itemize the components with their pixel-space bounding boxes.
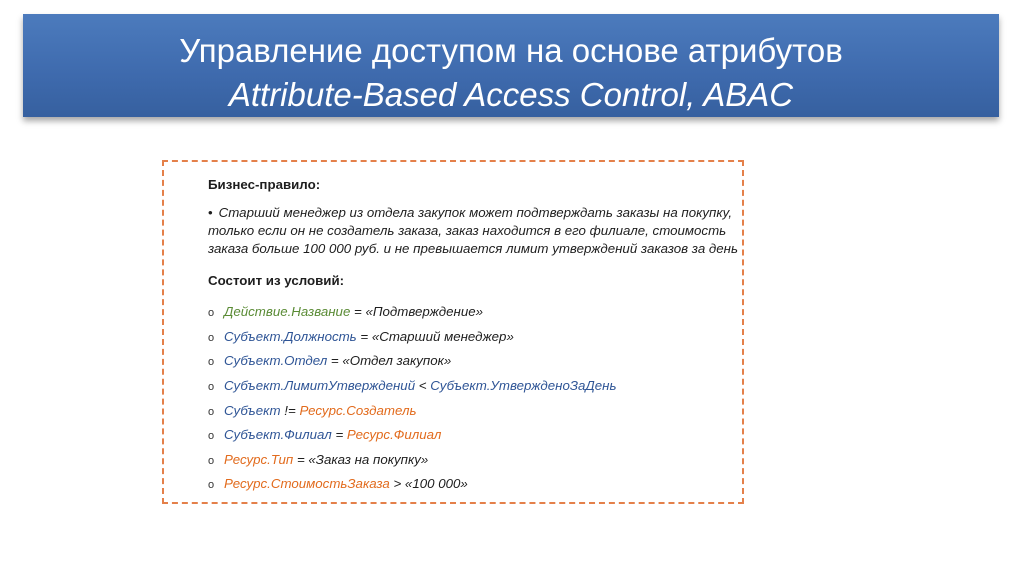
condition-item (208, 475, 738, 494)
condition-operator: = (293, 451, 309, 467)
business-rule-text (208, 204, 738, 258)
condition-left: Субъект.Филиал (224, 427, 332, 443)
condition-operator: = (356, 328, 372, 344)
title-line-en: Attribute-Based Access Control, ABAC (228, 76, 794, 113)
circle-bullet-icon: o (208, 405, 215, 418)
condition-operator: = (350, 304, 366, 320)
condition-operator: = (331, 427, 347, 443)
condition-left: Субъект (224, 402, 281, 418)
condition-item (208, 328, 738, 347)
condition-right: Ресурс.Филиал (346, 427, 442, 443)
condition-item (208, 402, 738, 421)
bullet-icon: • (208, 205, 213, 220)
circle-bullet-icon: o (208, 430, 215, 443)
condition-operator: = (327, 353, 343, 369)
business-rule-panel (162, 160, 744, 504)
condition-item (208, 377, 738, 396)
conditions-heading: Состоит из условий: (208, 273, 345, 288)
circle-bullet-icon: o (208, 454, 215, 467)
condition-right: «100 000» (404, 476, 468, 492)
condition-item (208, 303, 738, 322)
business-rule-heading: Бизнес-правило: (208, 177, 321, 192)
conditions-list (208, 303, 738, 494)
title-banner (23, 14, 999, 117)
condition-right: «Отдел закупок» (342, 353, 452, 369)
circle-bullet-icon: o (208, 307, 215, 320)
title-line-ru: Управление доступом на основе атрибутов (179, 32, 843, 69)
condition-left: Субъект.Должность (224, 328, 357, 344)
condition-operator: != (280, 402, 300, 418)
condition-item (208, 426, 738, 445)
condition-right: Ресурс.Создатель (299, 402, 417, 418)
condition-right: «Заказ на покупку» (308, 451, 429, 467)
condition-right: «Старший менеджер» (371, 328, 514, 344)
condition-left: Ресурс.СтоимостьЗаказа (224, 476, 390, 492)
condition-left: Действие.Название (224, 304, 351, 320)
circle-bullet-icon: o (208, 479, 215, 492)
condition-right: «Подтверждение» (365, 304, 484, 320)
business-rule-body: Старший менеджер из отдела закупок может подтверждать заказы на покупку, только если он не создатель заказа, заказ находится в его филиале, стоимость заказа больше 100 000 руб. и не превышается лимит утверждений заказов за день (208, 205, 738, 256)
circle-bullet-icon: o (208, 381, 215, 394)
condition-left: Ресурс.Тип (224, 451, 294, 467)
condition-right: Субъект.УтвержденоЗаДень (430, 378, 617, 394)
condition-item (208, 451, 738, 470)
condition-left: Субъект.ЛимитУтверждений (224, 378, 416, 394)
panel-content (208, 176, 738, 500)
condition-operator: < (415, 378, 431, 394)
condition-item (208, 352, 738, 371)
condition-operator: > (389, 476, 405, 492)
condition-left: Субъект.Отдел (224, 353, 328, 369)
circle-bullet-icon: o (208, 331, 215, 344)
circle-bullet-icon: o (208, 356, 215, 369)
